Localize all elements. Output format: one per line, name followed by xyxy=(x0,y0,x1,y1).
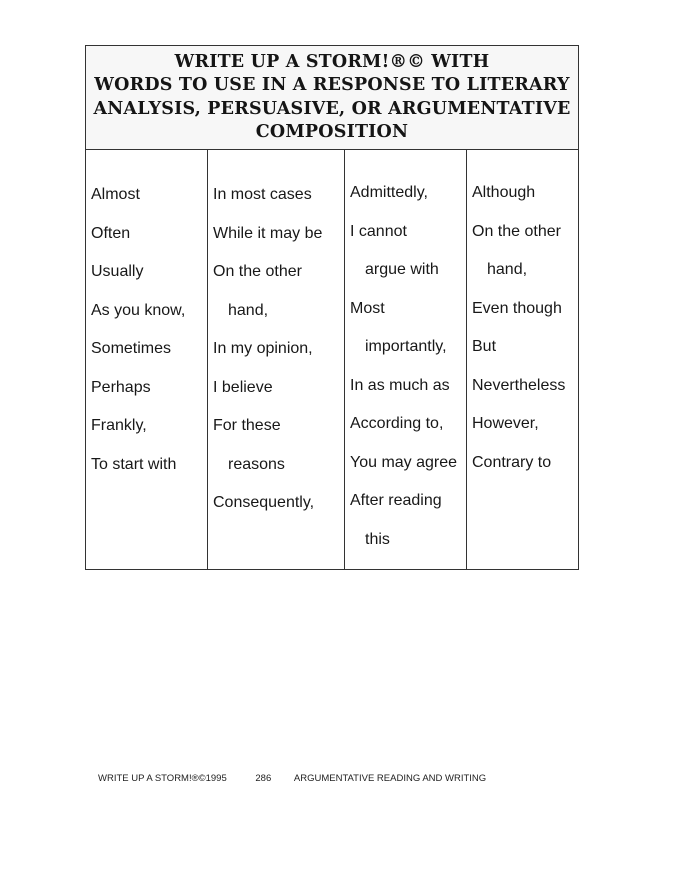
transition-word: importantly, xyxy=(365,338,447,355)
title-line: WRITE UP A STORM!®© WITH xyxy=(174,51,490,72)
transition-word: Contrary to xyxy=(472,453,552,471)
word-columns xyxy=(86,150,578,569)
transition-word: Perhaps xyxy=(91,378,151,396)
transition-word: To start with xyxy=(91,455,177,473)
transition-word: Sometimes xyxy=(91,340,172,357)
footer-page-number: 286 xyxy=(255,773,272,784)
transition-word: On the other xyxy=(472,222,561,240)
transition-word: Almost xyxy=(91,186,140,203)
transition-word: Consequently, xyxy=(213,494,315,511)
transition-word: reasons xyxy=(228,455,285,473)
title-line: COMPOSITION xyxy=(255,122,409,142)
transition-word: On the other xyxy=(213,263,302,280)
transition-word: While it may be xyxy=(213,224,323,242)
word-column-2 xyxy=(207,150,344,569)
transition-word: I cannot xyxy=(350,222,407,240)
transition-word: In most cases xyxy=(213,186,312,203)
transition-word: hand, xyxy=(487,261,528,278)
transition-word: As you know, xyxy=(91,301,186,319)
footer-book-title: WRITE UP A STORM!®©1995 xyxy=(98,773,227,784)
transition-word: In my opinion, xyxy=(213,340,313,357)
title-box xyxy=(86,46,578,150)
transition-word: After reading xyxy=(350,492,442,509)
transition-word: However, xyxy=(472,415,539,432)
transition-word: In as much as xyxy=(350,376,450,394)
transition-word: this xyxy=(365,530,390,548)
transition-word: Even though xyxy=(472,299,562,317)
transition-word: argue with xyxy=(365,261,439,278)
word-column-4 xyxy=(466,150,580,569)
title-line: ANALYSIS, PERSUASIVE, OR ARGUMENTATIVE xyxy=(93,98,571,119)
word-column-3 xyxy=(344,150,466,569)
transition-word: hand, xyxy=(228,301,269,319)
transition-word: Admittedly, xyxy=(350,184,428,201)
transition-word: Although xyxy=(472,184,536,201)
transition-word: Nevertheless xyxy=(472,376,566,394)
page-title xyxy=(85,51,578,145)
word-table xyxy=(85,45,579,570)
transition-word: Frankly, xyxy=(91,417,147,434)
transition-word: Most xyxy=(350,299,385,317)
transition-word: According to, xyxy=(350,415,444,432)
footer-section-title: ARGUMENTATIVE READING AND WRITING xyxy=(293,773,487,784)
title-line: WORDS TO USE IN A RESPONSE TO LITERARY xyxy=(94,75,570,95)
transition-word: You may agree xyxy=(350,453,458,471)
transition-word: I believe xyxy=(213,378,273,396)
transition-word: Usually xyxy=(91,263,144,280)
transition-word: For these xyxy=(213,417,281,434)
transition-word: But xyxy=(472,338,497,355)
transition-word: Often xyxy=(91,224,131,242)
word-column-1 xyxy=(86,150,207,569)
page-footer xyxy=(98,773,486,784)
